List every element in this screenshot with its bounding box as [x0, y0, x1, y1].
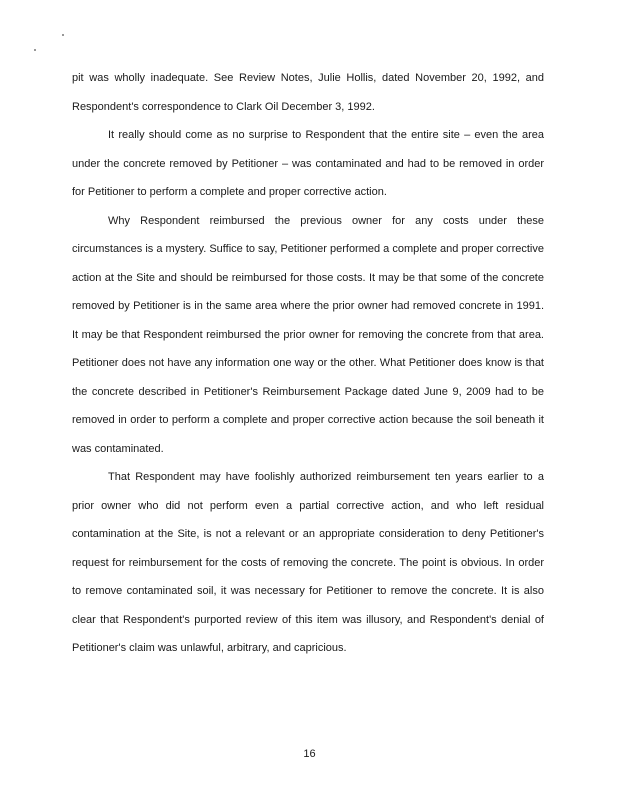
- paragraph-4: That Respondent may have foolishly authorized reimbursement ten years earlier to a prior owner who did not perform even a partial corrective action, and who left residual contamination at the Site, is not a relevant or an appropriate consideration to deny Petitioner's request for reimbursement for the costs of removing the concrete. The point is obvious. In order to remove contaminated soil, it was necessary for Petitioner to remove the concrete. It is also clear that Respondent's purported review of this item was illusory, and Respondent's denial of Petitioner's claim was unlawful, arbitrary, and capricious.: [72, 471, 544, 654]
- scan-speck: [62, 34, 64, 36]
- paragraph-2: It really should come as no surprise to Respondent that the entire site – even the area under the concrete removed by Petitioner – was contaminated and had to be removed in order for Petitioner to perform a complete and proper corrective action.: [72, 129, 544, 198]
- scan-speck: [34, 49, 36, 51]
- page-number: 16: [303, 748, 316, 760]
- body-text: [72, 64, 544, 663]
- paragraph-3: Why Respondent reimbursed the previous owner for any costs under these circumstances is a mystery. Suffice to say, Petitioner performed a complete and proper corrective action at the Site and should be reimbursed for those costs. It may be that some of the concrete removed by Petitioner is in the same area where the prior owner had removed concrete in 1991. It may be that Respondent reimbursed the prior owner for removing the concrete from that area. Petitioner does not have any information one way or the other. What Petitioner does know is that the concrete described in Petitioner's Reimbursement Package dated June 9, 2009 had to be removed in order to perform a complete and proper corrective action because the soil beneath it was contaminated.: [72, 214, 544, 455]
- paragraph-1: pit was wholly inadequate. See Review Notes, Julie Hollis, dated November 20, 1992, and Respondent's correspondence to Clark Oil December 3, 1992.: [72, 72, 544, 113]
